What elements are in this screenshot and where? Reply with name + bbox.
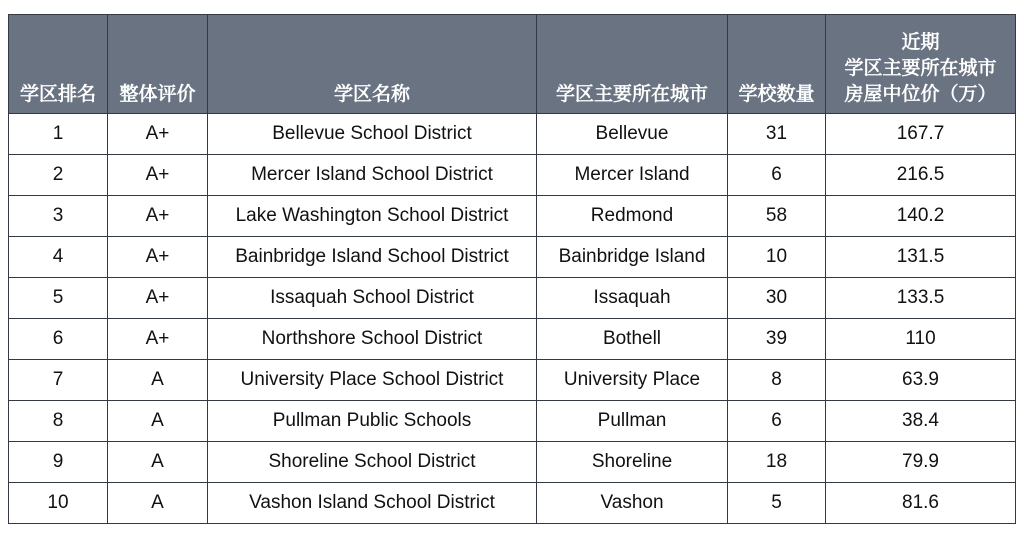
cell-grade: A+ bbox=[108, 237, 208, 278]
cell-median-price: 216.5 bbox=[826, 155, 1016, 196]
cell-city: University Place bbox=[537, 360, 728, 401]
cell-rank: 8 bbox=[9, 401, 108, 442]
cell-school-count: 39 bbox=[728, 319, 826, 360]
cell-city: Bainbridge Island bbox=[537, 237, 728, 278]
table-row bbox=[9, 442, 1016, 483]
cell-grade: A bbox=[108, 401, 208, 442]
cell-district-name: Northshore School District bbox=[208, 319, 537, 360]
cell-rank: 6 bbox=[9, 319, 108, 360]
cell-median-price: 167.7 bbox=[826, 114, 1016, 155]
cell-rank: 7 bbox=[9, 360, 108, 401]
cell-median-price: 110 bbox=[826, 319, 1016, 360]
cell-grade: A+ bbox=[108, 155, 208, 196]
header-row bbox=[9, 15, 1016, 114]
table-row bbox=[9, 155, 1016, 196]
cell-median-price: 140.2 bbox=[826, 196, 1016, 237]
cell-median-price: 38.4 bbox=[826, 401, 1016, 442]
cell-school-count: 6 bbox=[728, 155, 826, 196]
table-row bbox=[9, 278, 1016, 319]
cell-median-price: 81.6 bbox=[826, 483, 1016, 524]
cell-median-price: 131.5 bbox=[826, 237, 1016, 278]
header-school-count: 学校数量 bbox=[728, 15, 826, 114]
cell-grade: A+ bbox=[108, 196, 208, 237]
table-row bbox=[9, 319, 1016, 360]
cell-grade: A+ bbox=[108, 319, 208, 360]
cell-district-name: Shoreline School District bbox=[208, 442, 537, 483]
cell-city: Bellevue bbox=[537, 114, 728, 155]
cell-city: Vashon bbox=[537, 483, 728, 524]
cell-city: Issaquah bbox=[537, 278, 728, 319]
cell-grade: A bbox=[108, 360, 208, 401]
cell-district-name: Pullman Public Schools bbox=[208, 401, 537, 442]
cell-district-name: Issaquah School District bbox=[208, 278, 537, 319]
header-city: 学区主要所在城市 bbox=[537, 15, 728, 114]
header-median-price-line1: 近期 bbox=[901, 31, 940, 53]
cell-district-name: Vashon Island School District bbox=[208, 483, 537, 524]
cell-city: Shoreline bbox=[537, 442, 728, 483]
table-row bbox=[9, 196, 1016, 237]
cell-median-price: 63.9 bbox=[826, 360, 1016, 401]
header-rank: 学区排名 bbox=[9, 15, 108, 114]
cell-district-name: University Place School District bbox=[208, 360, 537, 401]
header-grade: 整体评价 bbox=[108, 15, 208, 114]
table-row bbox=[9, 360, 1016, 401]
cell-city: Mercer Island bbox=[537, 155, 728, 196]
cell-rank: 5 bbox=[9, 278, 108, 319]
cell-school-count: 5 bbox=[728, 483, 826, 524]
header-median-price-line2: 学区主要所在城市 bbox=[844, 57, 997, 79]
cell-district-name: Bainbridge Island School District bbox=[208, 237, 537, 278]
cell-district-name: Lake Washington School District bbox=[208, 196, 537, 237]
school-district-ranking-table bbox=[8, 14, 1016, 524]
cell-rank: 4 bbox=[9, 237, 108, 278]
cell-city: Pullman bbox=[537, 401, 728, 442]
cell-school-count: 30 bbox=[728, 278, 826, 319]
cell-city: Redmond bbox=[537, 196, 728, 237]
table-row bbox=[9, 401, 1016, 442]
cell-rank: 9 bbox=[9, 442, 108, 483]
table-header bbox=[9, 15, 1016, 114]
header-median-price bbox=[826, 15, 1016, 114]
table-body bbox=[9, 114, 1016, 524]
table-row bbox=[9, 237, 1016, 278]
cell-school-count: 6 bbox=[728, 401, 826, 442]
cell-grade: A bbox=[108, 483, 208, 524]
cell-school-count: 31 bbox=[728, 114, 826, 155]
cell-school-count: 58 bbox=[728, 196, 826, 237]
table-row bbox=[9, 483, 1016, 524]
cell-rank: 3 bbox=[9, 196, 108, 237]
cell-rank: 10 bbox=[9, 483, 108, 524]
cell-grade: A+ bbox=[108, 278, 208, 319]
cell-grade: A+ bbox=[108, 114, 208, 155]
cell-city: Bothell bbox=[537, 319, 728, 360]
cell-grade: A bbox=[108, 442, 208, 483]
cell-district-name: Bellevue School District bbox=[208, 114, 537, 155]
cell-median-price: 133.5 bbox=[826, 278, 1016, 319]
cell-school-count: 10 bbox=[728, 237, 826, 278]
cell-rank: 2 bbox=[9, 155, 108, 196]
header-district-name: 学区名称 bbox=[208, 15, 537, 114]
cell-median-price: 79.9 bbox=[826, 442, 1016, 483]
header-median-price-line3: 房屋中位价（万） bbox=[844, 83, 997, 105]
table-row bbox=[9, 114, 1016, 155]
cell-school-count: 18 bbox=[728, 442, 826, 483]
cell-rank: 1 bbox=[9, 114, 108, 155]
cell-school-count: 8 bbox=[728, 360, 826, 401]
school-district-table-container bbox=[8, 14, 1015, 524]
cell-district-name: Mercer Island School District bbox=[208, 155, 537, 196]
